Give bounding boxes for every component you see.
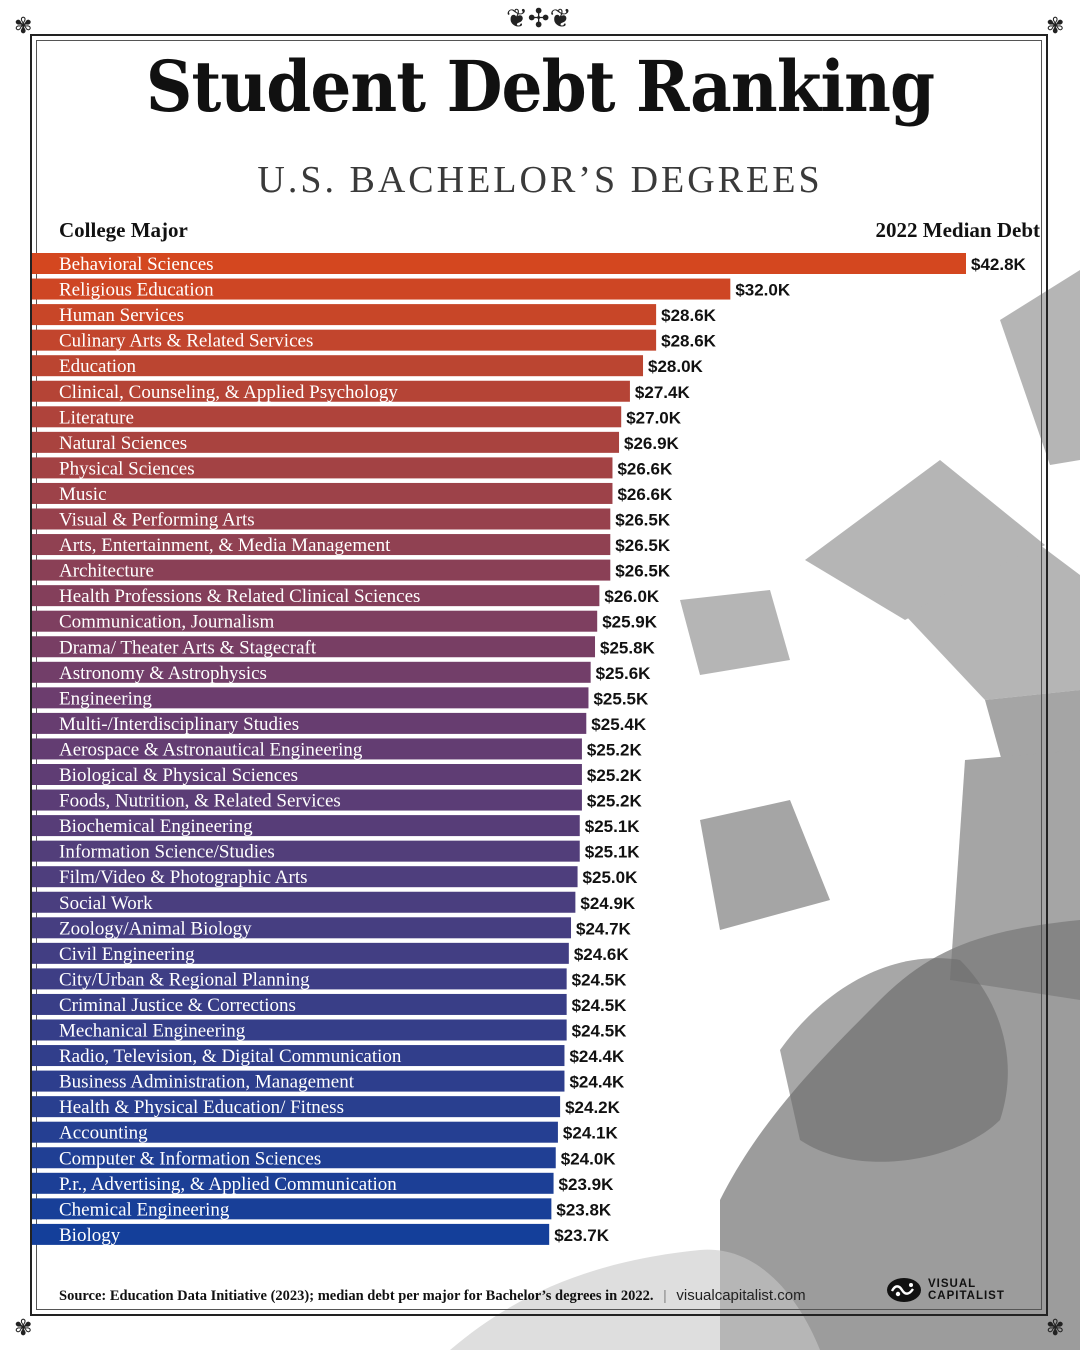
- category-label: Mechanical Engineering: [59, 1020, 246, 1042]
- value-label: $25.0K: [582, 868, 638, 888]
- value-label: $26.5K: [615, 561, 671, 581]
- category-label: Civil Engineering: [59, 943, 195, 965]
- site-link[interactable]: visualcapitalist.com: [676, 1287, 806, 1304]
- corner-ornament-icon: ✾: [14, 14, 33, 39]
- category-label: Zoology/Animal Biology: [59, 918, 252, 940]
- value-label: $24.0K: [560, 1149, 616, 1169]
- value-label: $42.8K: [971, 255, 1026, 274]
- value-label: $26.6K: [617, 484, 673, 504]
- category-label: Astronomy & Astrophysics: [59, 662, 267, 684]
- category-label: Literature: [59, 407, 134, 429]
- value-label: $28.0K: [648, 357, 703, 377]
- page-title: Student Debt Ranking: [145, 45, 935, 128]
- corner-ornament-icon: ✾: [14, 1316, 33, 1341]
- category-label: Foods, Nutrition, & Related Services: [59, 790, 341, 812]
- value-label: $25.2K: [586, 791, 642, 811]
- value-label: $26.5K: [615, 510, 671, 530]
- category-label: Visual & Performing Arts: [59, 509, 255, 531]
- value-label: $25.8K: [600, 638, 655, 658]
- value-label: $24.5K: [571, 995, 627, 1015]
- value-label: $23.7K: [554, 1225, 610, 1245]
- value-label: $24.5K: [571, 970, 627, 990]
- footer-separator: |: [663, 1288, 667, 1304]
- logo-text-line2: CAPITALIST: [928, 1290, 1005, 1302]
- category-label: Information Science/Studies: [59, 841, 275, 863]
- value-label: $25.2K: [586, 740, 642, 760]
- category-label: Aerospace & Astronautical Engineering: [59, 739, 363, 761]
- category-label: Physical Sciences: [59, 458, 195, 480]
- category-label: P.r., Advertising, & Applied Communication: [59, 1173, 397, 1195]
- category-label: Business Administration, Management: [59, 1071, 355, 1093]
- visual-capitalist-logo: [886, 1276, 1005, 1304]
- column-header-major: College Major: [59, 218, 188, 242]
- category-label: Human Services: [59, 305, 185, 327]
- category-label: Arts, Entertainment, & Media Management: [59, 535, 391, 557]
- category-label: Drama/ Theater Arts & Stagecraft: [59, 637, 317, 659]
- value-label: $26.0K: [604, 587, 660, 607]
- brain-logo-icon: [886, 1276, 922, 1304]
- category-label: Clinical, Counseling, & Applied Psychology: [59, 381, 398, 403]
- category-label: Religious Education: [59, 279, 214, 301]
- category-label: City/Urban & Regional Planning: [59, 969, 310, 991]
- category-label: Culinary Arts & Related Services: [59, 330, 314, 352]
- category-label: Film/Video & Photographic Arts: [59, 867, 308, 889]
- value-label: $25.1K: [584, 817, 640, 837]
- value-label: $25.9K: [602, 612, 658, 632]
- value-label: $32.0K: [735, 280, 791, 300]
- category-label: Computer & Information Sciences: [59, 1148, 322, 1170]
- value-label: $27.4K: [634, 382, 690, 402]
- value-label: $24.6K: [573, 944, 629, 964]
- category-label: Engineering: [59, 688, 152, 710]
- value-label: $23.8K: [556, 1200, 612, 1220]
- corner-ornament-icon: ✾: [1046, 1316, 1065, 1341]
- value-label: $25.2K: [586, 766, 642, 785]
- value-label: $24.4K: [569, 1072, 625, 1092]
- category-label: Social Work: [59, 892, 153, 914]
- value-label: $28.6K: [661, 331, 716, 351]
- value-label: $25.6K: [595, 663, 651, 683]
- value-label: $23.9K: [558, 1174, 614, 1194]
- category-label: Multi-/Interdisciplinary Studies: [59, 713, 300, 735]
- category-label: Health & Physical Education/ Fitness: [59, 1097, 344, 1119]
- category-label: Biochemical Engineering: [59, 816, 253, 838]
- footer: [59, 1287, 806, 1305]
- value-label: $26.6K: [617, 459, 673, 479]
- category-label: Natural Sciences: [59, 432, 188, 454]
- value-label: $25.5K: [593, 689, 649, 709]
- value-label: $26.5K: [615, 536, 671, 556]
- value-label: $24.4K: [569, 1047, 625, 1067]
- corner-ornament-icon: ✾: [1046, 14, 1065, 39]
- category-label: Radio, Television, & Digital Communication: [59, 1046, 402, 1068]
- category-label: Education: [59, 356, 137, 378]
- page-subtitle: U.S. BACHELOR’S DEGREES: [257, 159, 823, 201]
- category-label: Biology: [59, 1224, 121, 1246]
- value-label: $25.1K: [584, 842, 640, 862]
- category-label: Architecture: [59, 560, 154, 582]
- value-label: $25.4K: [591, 714, 647, 734]
- value-label: $24.5K: [571, 1021, 627, 1041]
- value-label: $28.6K: [661, 306, 716, 326]
- category-label: Behavioral Sciences: [59, 254, 214, 275]
- value-label: $24.2K: [565, 1098, 620, 1118]
- category-label: Biological & Physical Sciences: [59, 765, 299, 786]
- category-label: Accounting: [59, 1122, 148, 1144]
- category-label: Music: [59, 483, 107, 505]
- source-note: Source: Education Data Initiative (2023); median debt per major for Bachelor’s degrees in 2022.: [59, 1288, 654, 1304]
- value-label: $27.0K: [626, 408, 682, 428]
- value-label: $24.7K: [576, 919, 631, 939]
- category-label: Criminal Justice & Corrections: [59, 994, 296, 1016]
- category-label: Chemical Engineering: [59, 1199, 230, 1221]
- value-label: $26.9K: [624, 433, 679, 453]
- category-label: Health Professions & Related Clinical Sciences: [59, 586, 421, 608]
- value-label: $24.1K: [562, 1123, 618, 1143]
- value-label: $24.9K: [580, 893, 636, 913]
- logo-text-line1: VISUAL: [928, 1278, 977, 1290]
- column-header-debt: 2022 Median Debt: [875, 218, 1040, 242]
- category-label: Communication, Journalism: [59, 611, 275, 633]
- bar: [32, 483, 612, 504]
- top-ornament-icon: ❦✣❦: [506, 4, 572, 34]
